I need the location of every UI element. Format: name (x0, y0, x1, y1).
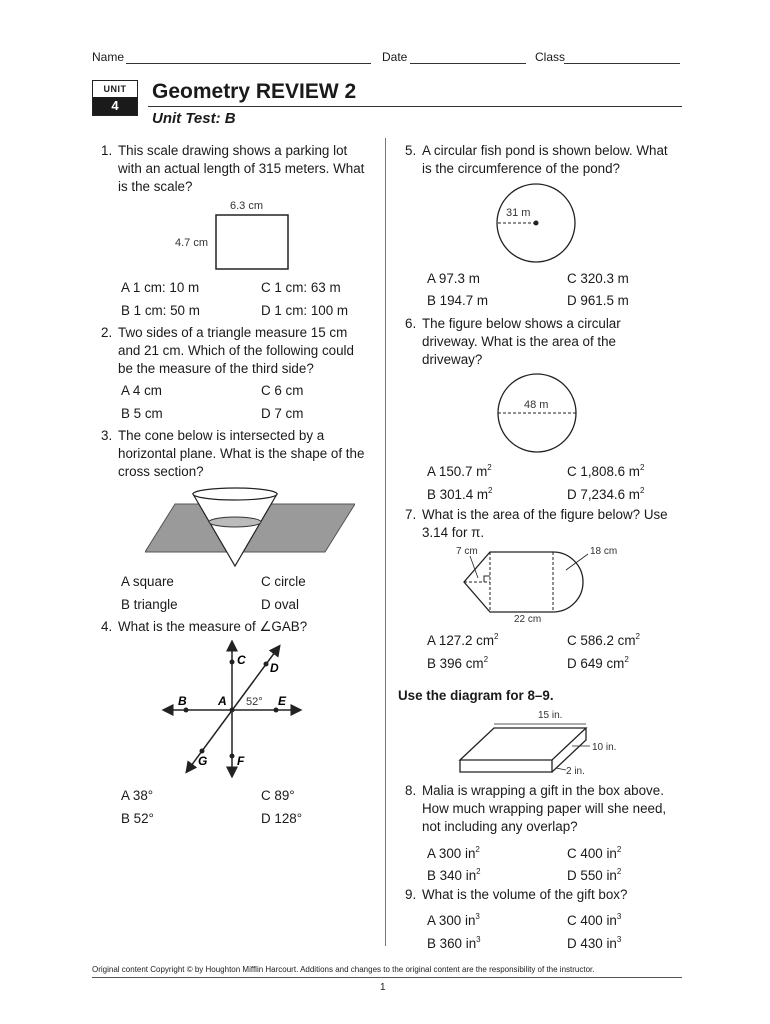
option-d-text[interactable]: D 430 in (567, 936, 617, 951)
label-b: B (178, 694, 187, 708)
question-number: 4. (101, 619, 113, 634)
option-d[interactable]: D 7 cm (261, 406, 304, 421)
option-a-text[interactable]: A 127.2 cm (427, 633, 494, 648)
diameter-label: 48 m (524, 399, 549, 411)
option-d[interactable]: D oval (261, 597, 299, 612)
exponent: 2 (639, 463, 645, 472)
question-text-line: How much wrapping paper will she need, (422, 801, 667, 816)
question-text-line: This scale drawing shows a parking lot (118, 143, 348, 158)
exponent: 2 (487, 463, 492, 472)
driveway-diagram (496, 372, 578, 454)
option-a[interactable]: A square (121, 574, 174, 589)
name-label: Name (92, 50, 125, 64)
question-text-line: cross section? (118, 464, 204, 479)
height-label: 2 in. (566, 766, 585, 777)
option-b[interactable]: B 52° (121, 811, 154, 826)
question-text-line: The figure below shows a circular (422, 316, 621, 331)
length-label: 22 cm (514, 614, 542, 624)
option-a (427, 628, 498, 650)
option-c (567, 459, 644, 481)
label-c: C (237, 653, 246, 667)
option-c-text[interactable]: C 400 in (567, 846, 617, 861)
option-b (427, 651, 488, 673)
box-top-face (460, 728, 586, 760)
question-3 (101, 427, 381, 483)
question-8 (405, 782, 685, 838)
date-field[interactable] (410, 50, 526, 64)
label-f: F (237, 754, 245, 768)
question-text-line: horizontal plane. What is the shape of the (118, 446, 365, 461)
option-c (567, 628, 640, 650)
cross-section-ellipse (209, 517, 261, 527)
date-label: Date (382, 50, 408, 64)
cone-top-ellipse (193, 488, 277, 500)
option-b[interactable]: B triangle (121, 597, 178, 612)
question-text-line: The cone below is intersected by a (118, 428, 325, 443)
option-b-text[interactable]: B 360 in (427, 936, 477, 951)
exponent: 2 (476, 867, 481, 876)
option-a-text[interactable]: A 150.7 m (427, 464, 488, 479)
question-text-line: with an actual length of 315 meters. What (118, 161, 365, 176)
question-text-line: driveway. What is the area of the (422, 334, 617, 349)
exponent: 3 (476, 935, 481, 944)
class-label: Class (535, 50, 566, 64)
question-number: 1. (101, 143, 113, 158)
option-c-text[interactable]: C 1,808.6 m (567, 464, 640, 479)
question-text-line: driveway? (422, 352, 483, 367)
label-g: G (198, 754, 208, 768)
question-text-line: What is the area of the figure below? Use (422, 507, 668, 522)
option-a[interactable]: A 38° (121, 788, 154, 803)
exponent: 2 (494, 632, 499, 641)
option-b (427, 931, 481, 953)
question-6 (405, 315, 685, 371)
question-text-line: What is the volume of the gift box? (422, 887, 628, 902)
option-d (567, 482, 644, 504)
question-4 (101, 618, 381, 638)
option-d-text[interactable]: D 649 cm (567, 656, 625, 671)
option-c-text[interactable]: C 400 in (567, 913, 617, 928)
exponent: 2 (483, 655, 489, 664)
option-b[interactable]: B 1 cm: 50 m (121, 303, 200, 318)
triangle-height-label: 7 cm (456, 546, 478, 557)
option-d-text[interactable]: D 550 in (567, 868, 617, 883)
option-d[interactable]: D 1 cm: 100 m (261, 303, 349, 318)
point-c (230, 660, 235, 665)
exponent: 2 (616, 867, 622, 876)
column-divider (385, 138, 386, 946)
option-b (427, 863, 481, 885)
question-1 (101, 142, 381, 198)
option-d-text[interactable]: D 7,234.6 m (567, 487, 640, 502)
unit-badge (92, 80, 138, 116)
point-d (264, 662, 269, 667)
unit-label: UNIT (103, 84, 127, 94)
point-e (274, 708, 279, 713)
exponent: 3 (616, 912, 622, 921)
question-5 (405, 142, 685, 180)
class-field[interactable] (564, 50, 680, 64)
question-text-line: A circular fish pond is shown below. What (422, 143, 668, 158)
question-number: 5. (405, 143, 417, 158)
question-number: 3. (101, 428, 113, 443)
angle-label: 52° (246, 696, 263, 708)
option-b (427, 482, 493, 504)
right-angle-mark (484, 576, 490, 582)
diagram-heading: Use the diagram for 8–9. (398, 688, 554, 703)
option-a[interactable]: A 1 cm: 10 m (121, 280, 200, 295)
unit-number: 4 (93, 97, 137, 115)
exponent: 2 (639, 486, 645, 495)
option-c (567, 841, 621, 863)
point-b (184, 708, 189, 713)
option-d[interactable]: D 961.5 m (567, 293, 629, 308)
exponent: 3 (475, 912, 480, 921)
question-text-line: be the measure of the third side? (118, 361, 314, 376)
diameter-label: 18 cm (590, 546, 618, 557)
point-g (200, 749, 205, 754)
option-a (427, 908, 480, 930)
footer-divider (92, 977, 682, 978)
option-a-text[interactable]: A 300 in (427, 846, 476, 861)
label-e: E (278, 694, 287, 708)
fish-pond-diagram (490, 182, 582, 264)
question-2 (101, 324, 381, 380)
option-c[interactable]: C 320.3 m (567, 271, 629, 286)
point-a (230, 708, 235, 713)
option-b-text[interactable]: B 396 cm (427, 656, 484, 671)
exponent: 2 (635, 632, 640, 641)
question-number: 6. (405, 316, 417, 331)
option-c[interactable]: C 6 cm (261, 383, 304, 398)
copyright-notice: Original content Copyright © by Houghton Mifflin Harcourt. Additions and changes to the original content are the responsibility of the instructor. (92, 965, 595, 974)
option-a-text[interactable]: A 300 in (427, 913, 476, 928)
question-text-line: Malia is wrapping a gift in the box above. (422, 783, 664, 798)
option-c[interactable]: C 89° (261, 788, 295, 803)
box-front-face (460, 760, 552, 772)
side-dimension-label: 4.7 cm (175, 237, 209, 249)
option-d[interactable]: D 128° (261, 811, 303, 826)
option-a[interactable]: A 97.3 m (427, 271, 480, 286)
exponent: 2 (488, 486, 493, 495)
label-a: A (218, 694, 227, 708)
top-dimension-label: 6.3 cm (230, 200, 264, 212)
option-c (567, 908, 621, 930)
width-label: 10 in. (592, 742, 617, 753)
question-9 (405, 886, 685, 906)
question-text-line: and 21 cm. Which of the following could (118, 343, 354, 358)
question-7 (405, 506, 685, 544)
title-divider (148, 106, 682, 107)
exponent: 2 (475, 845, 480, 854)
exponent: 2 (624, 655, 629, 664)
question-text-line: is the scale? (118, 179, 193, 194)
composite-figure-diagram (448, 542, 628, 624)
height-leader (556, 768, 566, 770)
option-a (427, 841, 480, 863)
length-label: 15 in. (538, 710, 563, 721)
question-text-line: not including any overlap? (422, 819, 578, 834)
page-subtitle: Unit Test: B (152, 110, 236, 127)
name-field[interactable] (126, 50, 371, 64)
parking-lot-diagram (170, 196, 300, 276)
option-c[interactable]: C 1 cm: 63 m (261, 280, 341, 295)
option-a (427, 459, 492, 481)
exponent: 2 (616, 845, 622, 854)
option-c[interactable]: C circle (261, 574, 306, 589)
exponent: 3 (616, 935, 622, 944)
label-d: D (270, 661, 279, 675)
question-text-line: What is the measure of ∠GAB? (118, 619, 308, 634)
option-b-text[interactable]: B 301.4 m (427, 487, 489, 502)
radius-label: 31 m (506, 207, 531, 219)
option-b-text[interactable]: B 340 in (427, 868, 477, 883)
question-text-line: is the circumference of the pond? (422, 161, 620, 176)
option-d (567, 863, 621, 885)
point-f (230, 754, 235, 759)
gift-box-diagram (452, 706, 632, 778)
page-title: Geometry REVIEW 2 (152, 80, 357, 103)
question-number: 8. (405, 783, 417, 798)
center-point (534, 221, 539, 226)
page-number: 1 (380, 982, 386, 993)
cone-plane-diagram (145, 484, 355, 574)
question-number: 7. (405, 507, 417, 522)
parking-lot-rect (216, 215, 288, 269)
question-text-line: 3.14 for π. (422, 525, 485, 540)
option-a[interactable]: A 4 cm (121, 383, 162, 398)
question-text-line: Two sides of a triangle measure 15 cm (118, 325, 348, 340)
option-c-text[interactable]: C 586.2 cm (567, 633, 636, 648)
question-number: 2. (101, 325, 113, 340)
option-b[interactable]: B 5 cm (121, 406, 163, 421)
intersecting-lines-diagram (160, 640, 310, 778)
option-d (567, 931, 621, 953)
option-d (567, 651, 629, 673)
question-number: 9. (405, 887, 417, 902)
option-b[interactable]: B 194.7 m (427, 293, 489, 308)
